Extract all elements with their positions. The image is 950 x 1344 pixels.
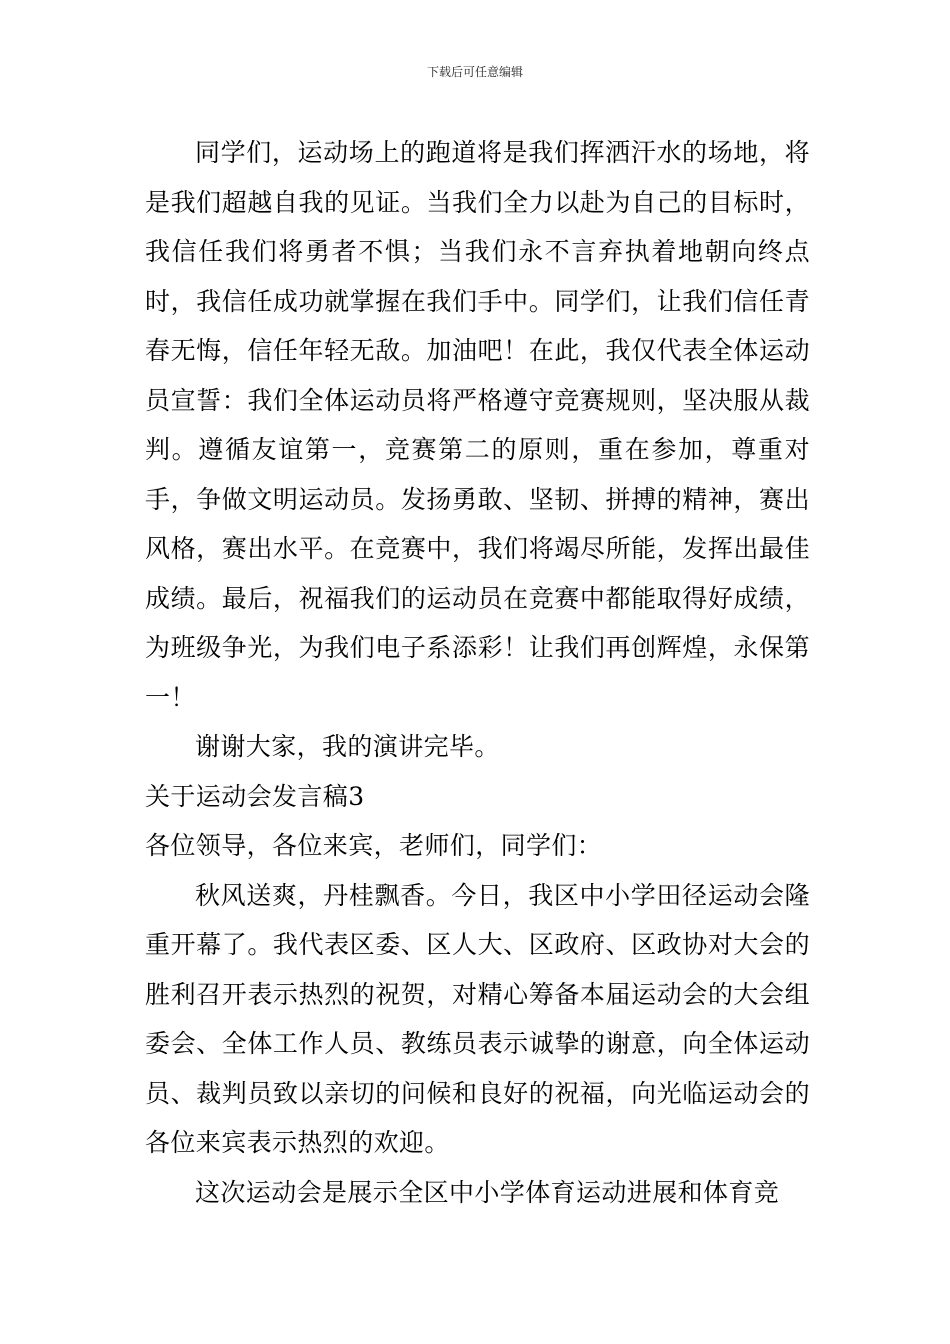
opening-paragraph: 秋风送爽，丹桂飘香。今日，我区中小学田径运动会隆重开幕了。我代表区委、区人大、区政府、区政协对大会的胜利召开表示热烈的祝贺，对精心筹备本届运动会的大会组委会、全体工作人员、教练员表示诚挚的谢意，向全体运动员、裁判员致以亲切的问候和良好的祝福，向光临运动会的各位来宾表示热烈的欢迎。 <box>145 880 810 1157</box>
page-header-note: 下载后可任意编辑 <box>426 65 523 79</box>
speech-closing-line: 谢谢大家，我的演讲完毕。 <box>195 732 500 761</box>
document-body <box>145 128 810 1217</box>
continuing-paragraph: 这次运动会是展示全区中小学体育运动进展和体育竞 <box>195 1177 780 1207</box>
speech-paragraph-oath: 同学们，运动场上的跑道将是我们挥洒汗水的场地，将是我们超越自我的见证。当我们全力以赴为自己的目标时，我信任我们将勇者不惧；当我们永不言弃执着地朝向终点时，我信任成功就掌握在我们手中。同学们，让我们信任青春无悔，信任年轻无敌。加油吧！在此，我仅代表全体运动员宣誓：我们全体运动员将严格遵守竞赛规则，坚决服从裁判。遵循友谊第一，竞赛第二的原则，重在参加，尊重对手，争做文明运动员。发扬勇敢、坚韧、拼搏的精神，赛出风格，赛出水平。在竞赛中，我们将竭尽所能，发挥出最佳成绩。最后，祝福我们的运动员在竞赛中都能取得好成绩，为班级争光，为我们电子系添彩！让我们再创辉煌，永保第一！ <box>145 138 810 712</box>
section-title: 关于运动会发言稿3 <box>145 781 365 811</box>
salutation-line: 各位领导，各位来宾，老师们，同学们： <box>145 831 603 860</box>
